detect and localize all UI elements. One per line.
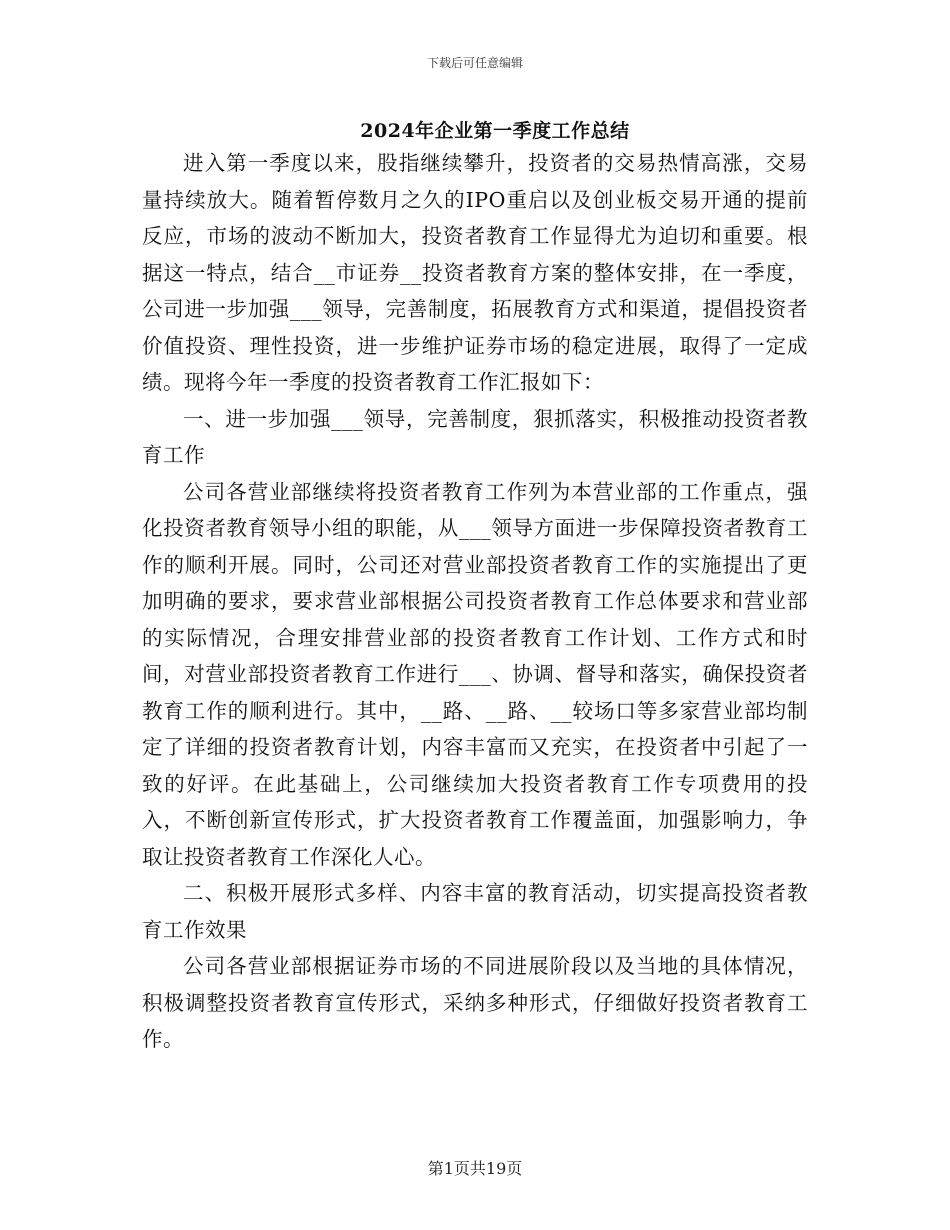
document-body (142, 145, 808, 1058)
page-number: 第1页共19页 (427, 1159, 523, 1178)
section-paragraph-2: 公司各营业部根据证券市场的不同进展阶段以及当地的具体情况，积极调整投资者教育宣传形式，采纳多种形式，仔细做好投资者教育工作。 (142, 954, 808, 1051)
intro-paragraph: 进入第一季度以来，股指继续攀升，投资者的交易热情高涨，交易量持续放大。随着暂停数月之久的IPO重启以及创业板交易开通的提前反应，市场的波动不断加大，投资者教育工作显得尤为迫切和重要。根据这一特点，结合__市证券__投资者教育方案的整体安排，在一季度，公司进一步加强___领导，完善制度，拓展教育方式和渠道，提倡投资者价值投资、理性投资，进一步维护证券市场的稳定进展，取得了一定成绩。现将今年一季度的投资者教育工作汇报如下： (142, 151, 808, 394)
section-heading-1: 一、进一步加强___领导，完善制度，狠抓落实，积极推动投资者教育工作 (142, 406, 808, 467)
document-title: 2024年企业第一季度工作总结 (360, 120, 630, 142)
section-heading-2: 二、积极开展形式多样、内容丰富的教育活动，切实提高投资者教育工作效果 (142, 881, 808, 942)
section-paragraph-1: 公司各营业部继续将投资者教育工作列为本营业部的工作重点，强化投资者教育领导小组的职能，从___领导方面进一步保障投资者教育工作的顺利开展。同时，公司还对营业部投资者教育工作的实施提出了更加明确的要求，要求营业部根据公司投资者教育工作总体要求和营业部的实际情况，合理安排营业部的投资者教育工作计划、工作方式和时间，对营业部投资者教育工作进行___、协调、督导和落实，确保投资者教育工作的顺利进行。其中，__路、__路、__较场口等多家营业部均制定了详细的投资者教育计划，内容丰富而又充实，在投资者中引起了一致的好评。在此基础上，公司继续加大投资者教育工作专项费用的投入，不断创新宣传形式，扩大投资者教育工作覆盖面，加强影响力，争取让投资者教育工作深化人心。 (142, 479, 808, 869)
header-note: 下载后可任意编辑 (426, 56, 523, 70)
